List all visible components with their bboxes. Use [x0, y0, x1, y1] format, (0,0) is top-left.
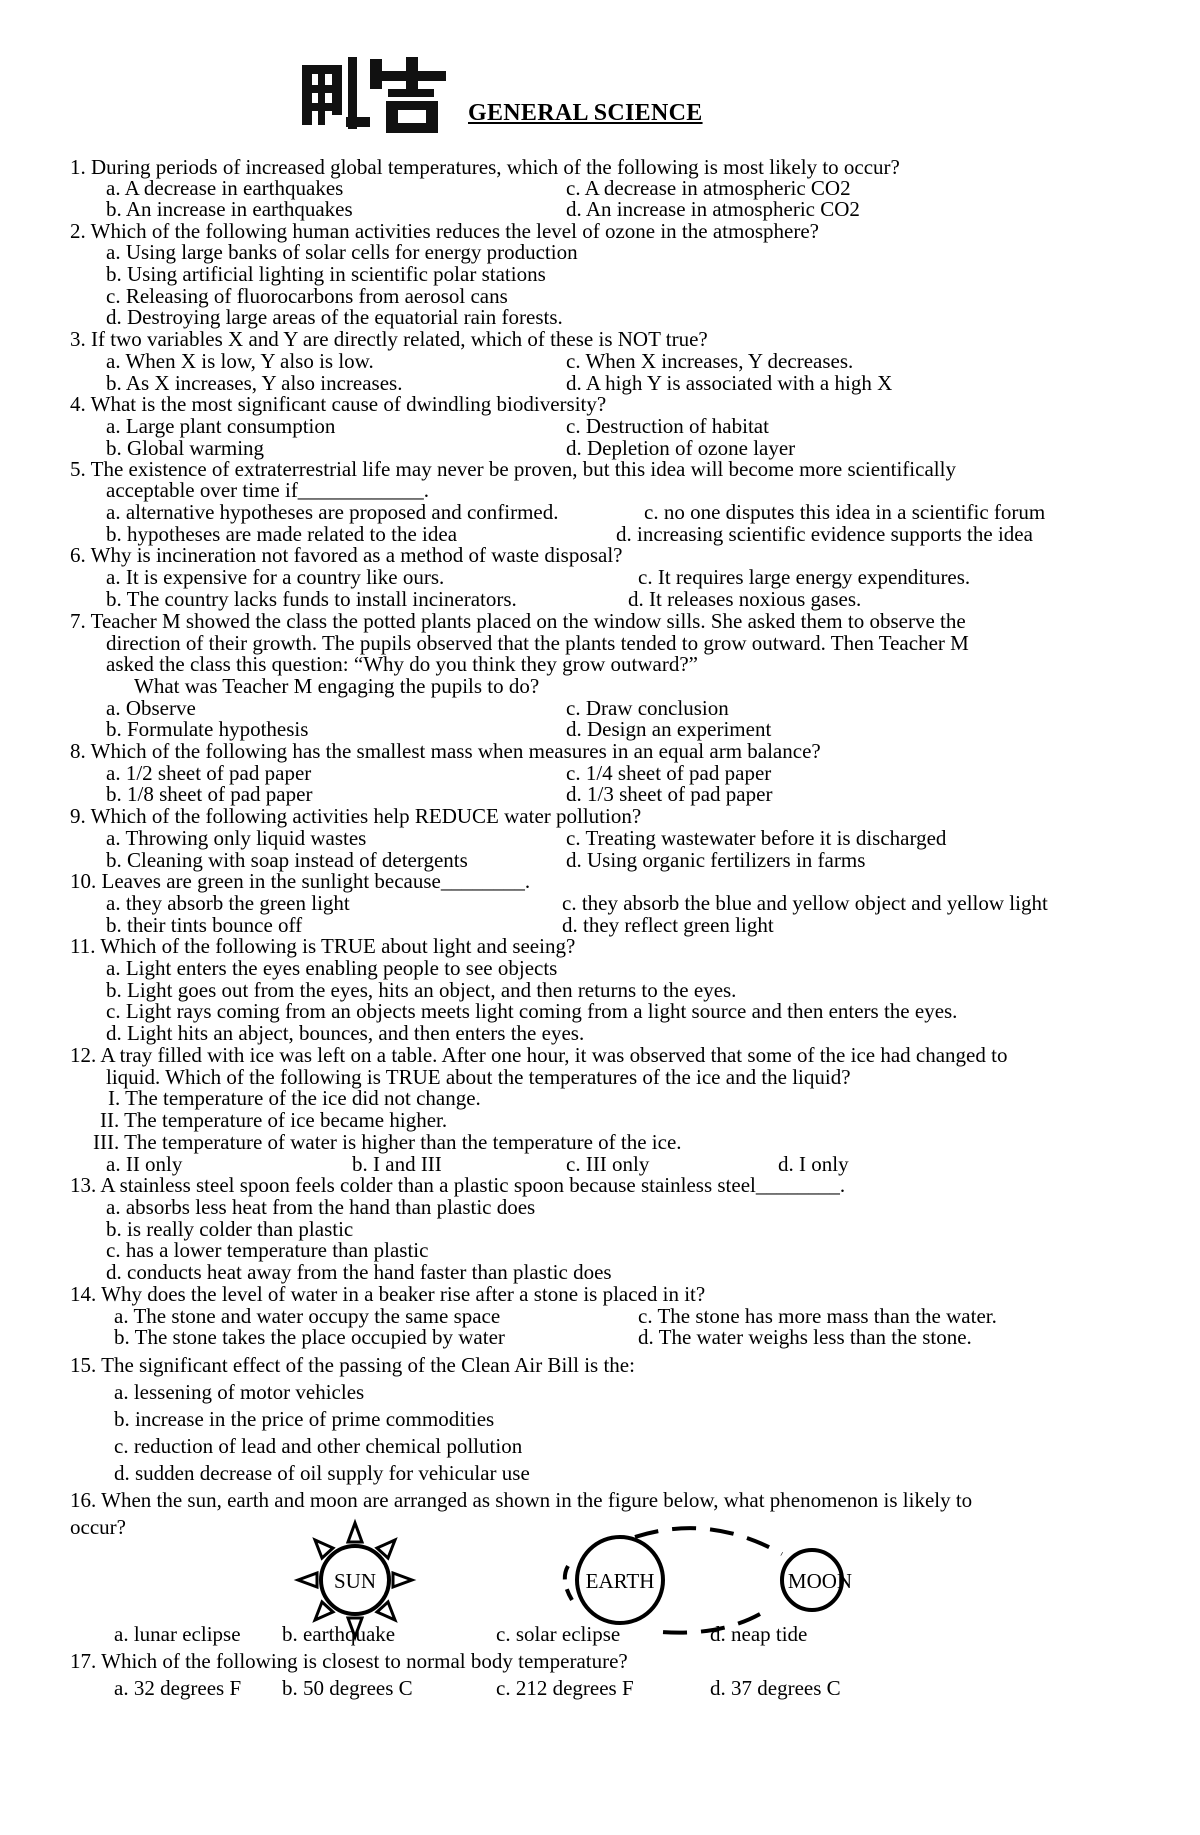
question-13-option-d: d. conducts heat away from the hand faster than plastic does	[106, 1260, 612, 1284]
question-14-stem: 14. Why does the level of water in a beaker rise after a stone is placed in it?	[70, 1282, 706, 1306]
question-8-option-a: a. 1/2 sheet of pad paper	[106, 761, 312, 785]
question-7-option-c: c. Draw conclusion	[566, 696, 729, 720]
page-title: GENERAL SCIENCE	[468, 100, 703, 126]
question-15-option-d: d. sudden decrease of oil supply for vehicular use	[114, 1461, 530, 1485]
question-11-option-c: c. Light rays coming from an objects meets light coming from a light source and then enters the eyes.	[106, 999, 958, 1023]
question-16-stem-cont: occur?	[70, 1515, 126, 1539]
question-15-option-a: a. lessening of motor vehicles	[114, 1380, 365, 1404]
question-2-option-c: c. Releasing of fluorocarbons from aerosol cans	[106, 284, 508, 308]
question-10-stem: 10. Leaves are green in the sunlight because________.	[70, 869, 531, 893]
question-6-option-b: b. The country lacks funds to install incinerators.	[106, 587, 517, 611]
question-1-option-d: d. An increase in atmospheric CO2	[566, 197, 860, 221]
question-12-option-d: d. I only	[778, 1152, 849, 1176]
question-9-option-d: d. Using organic fertilizers in farms	[566, 848, 866, 872]
question-3-option-c: c. When X increases, Y decreases.	[566, 349, 854, 373]
question-3-stem: 3. If two variables X and Y are directly related, which of these is NOT true?	[70, 327, 708, 351]
question-6-option-c: c. It requires large energy expenditures.	[638, 565, 971, 589]
question-15-stem: 15. The significant effect of the passing of the Clean Air Bill is the:	[70, 1353, 635, 1377]
question-14-option-c: c. The stone has more mass than the water.	[638, 1304, 997, 1328]
question-12-statement-i: I. The temperature of the ice did not change.	[108, 1086, 481, 1110]
question-4-option-b: b. Global warming	[106, 436, 265, 460]
question-12-statement-iii: III. The temperature of water is higher than the temperature of the ice.	[93, 1130, 682, 1154]
question-2-option-a: a. Using large banks of solar cells for energy production	[106, 240, 578, 264]
question-12-stem: 12. A tray filled with ice was left on a table. After one hour, it was observed that some of the ice had changed to	[70, 1043, 1008, 1067]
question-7-stem-cont-1: direction of their growth. The pupils observed that the plants tended to grow outward. Then Teacher M	[106, 631, 969, 655]
question-14-option-b: b. The stone takes the place occupied by water	[114, 1325, 505, 1349]
question-15-option-b: b. increase in the price of prime commodities	[114, 1407, 495, 1431]
question-4-option-c: c. Destruction of habitat	[566, 414, 769, 438]
question-16-stem: 16. When the sun, earth and moon are arranged as shown in the figure below, what phenomenon is likely to	[70, 1488, 973, 1512]
question-4-option-a: a. Large plant consumption	[106, 414, 336, 438]
question-10-option-c: c. they absorb the blue and yellow object and yellow light	[562, 891, 1048, 915]
question-8-option-b: b. 1/8 sheet of pad paper	[106, 782, 313, 806]
question-5-stem-cont: acceptable over time if____________.	[106, 478, 430, 502]
question-10-option-d: d. they reflect green light	[562, 913, 774, 937]
question-3-option-d: d. A high Y is associated with a high X	[566, 371, 893, 395]
question-17-option-a: a. 32 degrees F	[114, 1676, 242, 1700]
earth-label: EARTH	[585, 1569, 655, 1593]
question-11-option-a: a. Light enters the eyes enabling people to see objects	[106, 956, 558, 980]
question-7-stem-cont-3: What was Teacher M engaging the pupils to do?	[134, 674, 540, 698]
question-12-option-a: a. II only	[106, 1152, 183, 1176]
question-12-stem-cont: liquid. Which of the following is TRUE about the temperatures of the ice and the liquid?	[106, 1065, 851, 1089]
question-10-option-a: a. they absorb the green light	[106, 891, 350, 915]
question-13-option-c: c. has a lower temperature than plastic	[106, 1238, 429, 1262]
question-1-option-a: a. A decrease in earthquakes	[106, 176, 344, 200]
question-13-stem: 13. A stainless steel spoon feels colder than a plastic spoon because stainless steel________.	[70, 1173, 846, 1197]
question-17-option-c: c. 212 degrees F	[496, 1676, 634, 1700]
question-5-option-c: c. no one disputes this idea in a scientific forum	[644, 500, 1046, 524]
question-1-option-c: c. A decrease in atmospheric CO2	[566, 176, 851, 200]
question-12-statement-ii: II. The temperature of ice became higher.	[100, 1108, 448, 1132]
question-15-option-c: c. reduction of lead and other chemical pollution	[114, 1434, 523, 1458]
question-5-option-d: d. increasing scientific evidence supports the idea	[616, 522, 1033, 546]
question-6-option-a: a. It is expensive for a country like ours.	[106, 565, 445, 589]
question-12-option-c: c. III only	[566, 1152, 650, 1176]
question-2-option-b: b. Using artificial lighting in scientific polar stations	[106, 262, 546, 286]
question-7-stem: 7. Teacher M showed the class the potted plants placed on the window sills. She asked them to observe the	[70, 609, 966, 633]
question-2-option-d: d. Destroying large areas of the equatorial rain forests.	[106, 305, 563, 329]
question-7-stem-cont-2: asked the class this question: “Why do you think they grow outward?”	[106, 652, 698, 676]
question-1-stem: 1. During periods of increased global temperatures, which of the following is most likely to occur?	[70, 155, 900, 179]
question-1-option-b: b. An increase in earthquakes	[106, 197, 353, 221]
question-16-option-d: d. neap tide	[710, 1622, 808, 1646]
question-11-option-b: b. Light goes out from the eyes, hits an object, and then returns to the eyes.	[106, 978, 737, 1002]
question-8-stem: 8. Which of the following has the smallest mass when measures in an equal arm balance?	[70, 739, 821, 763]
question-11-stem: 11. Which of the following is TRUE about light and seeing?	[70, 934, 576, 958]
sun-icon	[298, 1523, 412, 1637]
question-17-option-d: d. 37 degrees C	[710, 1676, 841, 1700]
question-11-option-d: d. Light hits an abject, bounces, and then enters the eyes.	[106, 1021, 585, 1045]
question-9-option-c: c. Treating wastewater before it is discharged	[566, 826, 947, 850]
question-3-option-a: a. When X is low, Y also is low.	[106, 349, 374, 373]
question-9-option-b: b. Cleaning with soap instead of detergents	[106, 848, 468, 872]
question-3-option-b: b. As X increases, Y also increases.	[106, 371, 403, 395]
question-7-option-d: d. Design an experiment	[566, 717, 772, 741]
question-17-stem: 17. Which of the following is closest to normal body temperature?	[70, 1649, 628, 1673]
logo-icon	[300, 55, 450, 135]
question-8-option-c: c. 1/4 sheet of pad paper	[566, 761, 772, 785]
question-16-option-c: c. solar eclipse	[496, 1622, 621, 1646]
question-9-stem: 9. Which of the following activities help REDUCE water pollution?	[70, 804, 642, 828]
question-6-stem: 6. Why is incineration not favored as a method of waste disposal?	[70, 543, 623, 567]
question-5-option-b: b. hypotheses are made related to the idea	[106, 522, 458, 546]
question-16-option-a: a. lunar eclipse	[114, 1622, 241, 1646]
question-13-option-a: a. absorbs less heat from the hand than plastic does	[106, 1195, 536, 1219]
question-9-option-a: a. Throwing only liquid wastes	[106, 826, 367, 850]
question-7-option-b: b. Formulate hypothesis	[106, 717, 309, 741]
question-8-option-d: d. 1/3 sheet of pad paper	[566, 782, 773, 806]
question-16-option-b: b. earthquake	[282, 1622, 396, 1646]
question-2-stem: 2. Which of the following human activities reduces the level of ozone in the atmosphere?	[70, 219, 819, 243]
question-10-option-b: b. their tints bounce off	[106, 913, 303, 937]
moon-label: MOON	[787, 1569, 853, 1593]
question-12-option-b: b. I and III	[352, 1152, 442, 1176]
sun-label: SUN	[333, 1569, 377, 1593]
question-13-option-b: b. is really colder than plastic	[106, 1217, 354, 1241]
question-7-option-a: a. Observe	[106, 696, 196, 720]
question-4-stem: 4. What is the most significant cause of dwindling biodiversity?	[70, 392, 607, 416]
question-17-option-b: b. 50 degrees C	[282, 1676, 413, 1700]
moon-icon	[782, 1550, 852, 1610]
question-4-option-d: d. Depletion of ozone layer	[566, 436, 796, 460]
earth-icon	[577, 1537, 663, 1623]
question-5-option-a: a. alternative hypotheses are proposed and confirmed.	[106, 500, 559, 524]
question-5-stem: 5. The existence of extraterrestrial life may never be proven, but this idea will become more scientifically	[70, 457, 956, 481]
question-14-option-a: a. The stone and water occupy the same space	[114, 1304, 501, 1328]
question-14-option-d: d. The water weighs less than the stone.	[638, 1325, 972, 1349]
question-6-option-d: d. It releases noxious gases.	[628, 587, 862, 611]
